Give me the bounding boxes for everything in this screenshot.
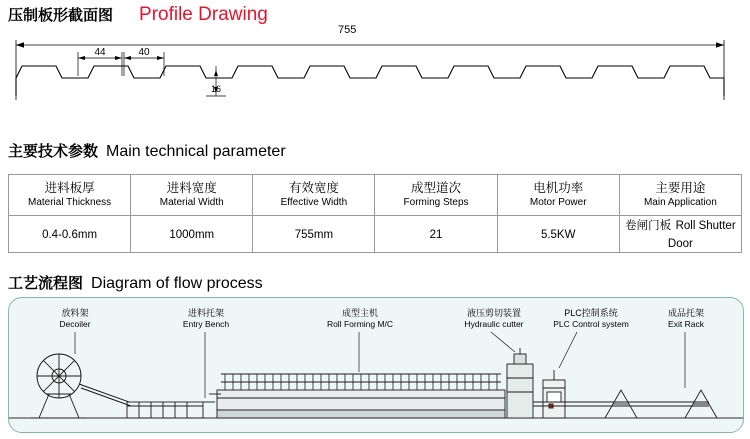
profile-heading-cn: 压制板形截面图 — [8, 7, 114, 24]
table-value-cell — [131, 216, 253, 253]
exit-rack — [605, 390, 717, 418]
flow-label-cn: 成型主机 — [341, 308, 378, 318]
table-header-cell — [253, 175, 375, 216]
header-en: Forming Steps — [403, 197, 469, 208]
params-heading — [8, 140, 286, 161]
params-heading-cn: 主要技术参数 — [8, 143, 99, 160]
table-value-cell — [375, 216, 497, 253]
plc-control-cabinet — [543, 370, 565, 418]
flow-label-en: Entry Bench — [182, 319, 230, 329]
flow-label-cn: 进料托架 — [187, 308, 224, 318]
header-en: Effective Width — [280, 197, 348, 208]
flow-label-roll-forming-machine — [315, 308, 405, 330]
table-value-cell — [253, 216, 375, 253]
header-cn: 成型道次 — [411, 181, 462, 195]
header-en: Material Thickness — [27, 197, 112, 208]
table-header-cell — [375, 175, 497, 216]
flow-label-cn: 液压剪切装置 — [466, 308, 521, 318]
flow-label-en: Exit Rack — [668, 319, 704, 329]
value-cn: 5.5KW — [540, 229, 576, 241]
flow-label-cn: PLC控制系统 — [564, 308, 618, 318]
flow-label-cn: 放料架 — [61, 308, 89, 318]
value-cn: 21 — [429, 229, 443, 241]
flow-label-en: Roll Forming M/C — [326, 319, 394, 329]
value-en: Roll Shutter Door — [667, 220, 736, 250]
flow-label-entry-bench — [173, 308, 239, 330]
flow-label-decoiler — [45, 308, 105, 330]
table-value-cell — [9, 216, 131, 253]
header-cn: 电机功率 — [533, 181, 584, 195]
header-en: Motor Power — [529, 197, 587, 208]
roll-forming-machine — [209, 374, 505, 418]
header-en: Main Application — [643, 197, 717, 208]
profile-heading-en: Profile Drawing — [139, 4, 268, 25]
decoiler-machine — [31, 354, 131, 418]
table-value-row — [9, 216, 742, 253]
table-header-cell — [131, 175, 253, 216]
table-value-cell — [497, 216, 619, 253]
flow-label-en: Decoiler — [59, 319, 91, 329]
profile-drawing-section — [0, 0, 750, 128]
flow-process-diagram — [8, 297, 744, 433]
flow-label-en: PLC Control system — [553, 319, 629, 329]
total-width-label: 755 — [338, 24, 357, 36]
flow-heading-cn: 工艺流程图 — [8, 275, 84, 292]
flow-label-en: Hydraulic cutter — [464, 319, 524, 329]
header-cn: 主要用途 — [655, 181, 706, 195]
top-width-dimension-40-label: 40 — [138, 47, 150, 58]
table-header-row — [9, 175, 742, 216]
value-cn: 1000mm — [169, 229, 215, 241]
flow-label-cn: 成品托架 — [667, 308, 704, 318]
pitch-dimension-44-label: 44 — [94, 47, 106, 58]
flow-label-plc-control-system — [539, 308, 643, 330]
height-dimension-16-label: 16 — [210, 84, 222, 94]
main-technical-parameter-table — [8, 174, 742, 253]
value-cn: 755mm — [294, 229, 334, 241]
table-value-cell — [619, 216, 741, 253]
flow-heading — [8, 272, 263, 293]
value-cn: 0.4-0.6mm — [42, 229, 98, 241]
header-cn: 进料宽度 — [166, 181, 217, 195]
entry-bench — [127, 402, 215, 418]
params-heading-en: Main technical parameter — [106, 143, 286, 160]
hydraulic-cutter — [507, 348, 533, 418]
label-leader-lines — [75, 332, 685, 398]
value-cn: 卷闸门板 — [625, 220, 672, 232]
header-en: Material Width — [159, 197, 224, 208]
table-header-cell — [497, 175, 619, 216]
flow-label-hydraulic-cutter — [449, 308, 539, 330]
table-header-cell — [619, 175, 741, 216]
flow-heading-en: Diagram of flow process — [91, 275, 263, 292]
header-cn: 有效宽度 — [288, 181, 339, 195]
profile-drawing-svg — [0, 0, 750, 128]
table-header-cell — [9, 175, 131, 216]
flow-label-exit-rack — [651, 308, 721, 330]
header-cn: 进料板厚 — [44, 181, 95, 195]
